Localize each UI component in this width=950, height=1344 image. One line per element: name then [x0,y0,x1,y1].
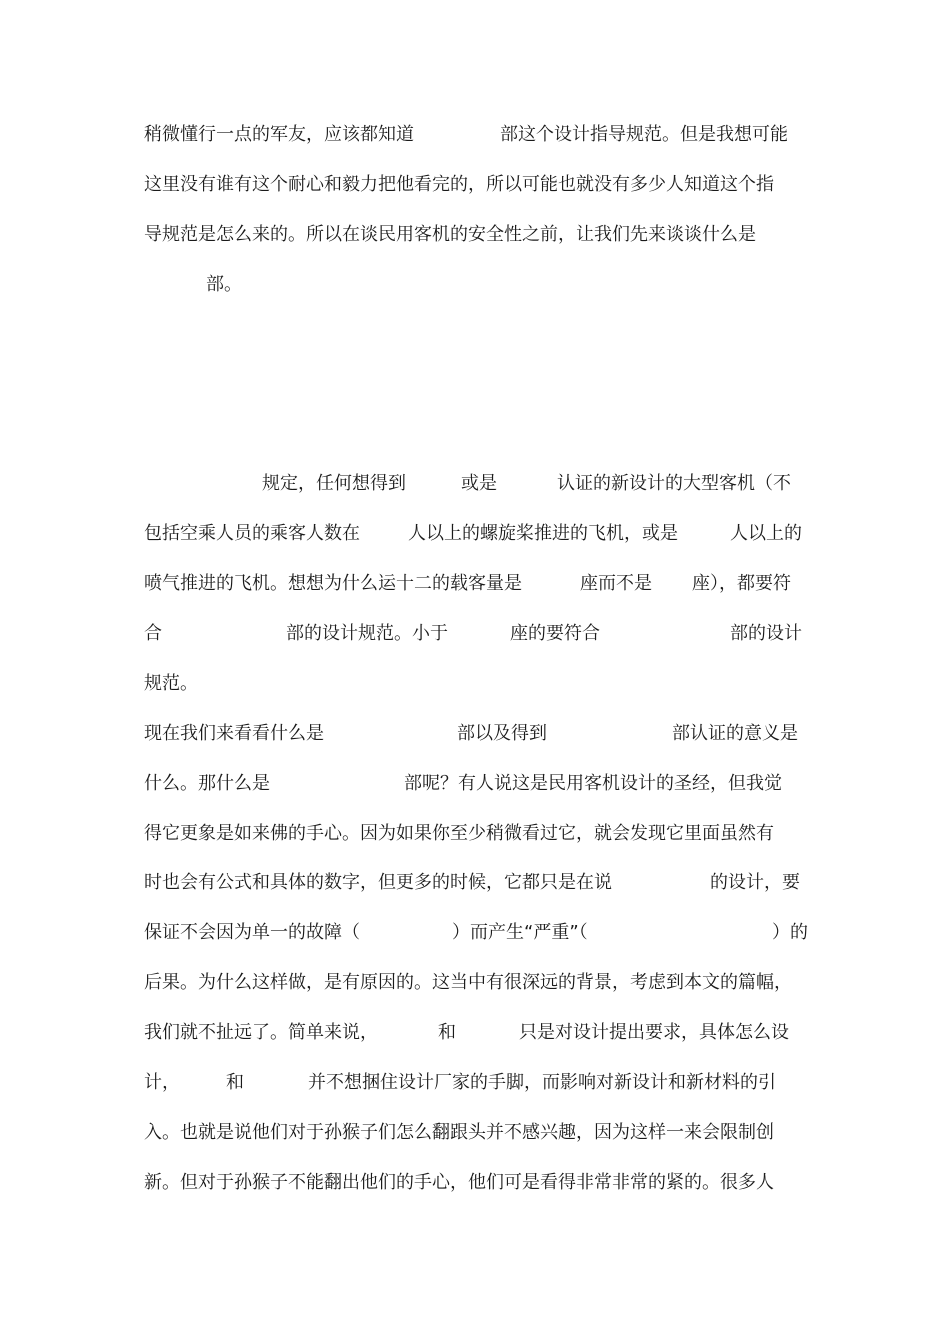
text-segment: 包括空乘人员的乘客人数在 [144,523,360,544]
text-segment: 部的设计规范。小于 [286,623,448,644]
text-segment: 部。 [206,274,242,295]
text-line [0,1116,950,1150]
text-segment: 什么。那什么是 [144,773,270,794]
text-segment: 导规范是怎么来的。所以在谈民用客机的安全性之前，让我们先来谈谈什么是 [144,224,756,245]
text-line [0,467,950,501]
text-segment: 保证不会因为单一的故障（ [144,922,360,943]
text-segment: 得它更象是如来佛的手心。因为如果你至少稍微看过它，就会发现它里面虽然有 [144,823,774,844]
text-segment: 和 [438,1022,456,1043]
text-segment: 部呢？有人说这是民用客机设计的圣经，但我觉 [404,773,782,794]
text-segment: 计， [144,1072,180,1093]
text-segment: 部的设计 [730,623,802,644]
text-line [0,218,950,252]
text-line [0,966,950,1000]
text-segment: 稍微懂行一点的军友，应该都知道 [144,124,414,145]
text-line [0,667,950,701]
text-line [0,1066,950,1100]
text-line [0,1016,950,1050]
text-segment: 并不想捆住设计厂家的手脚，而影响对新设计和新材料的引 [308,1072,776,1093]
text-line [0,617,950,651]
text-segment: 时也会有公式和具体的数字，但更多的时候，它都只是在说 [144,872,612,893]
text-line [0,567,950,601]
text-segment: 新。但对于孙猴子不能翻出他们的手心，他们可是看得非常非常的紧的。很多人 [144,1172,774,1193]
text-segment: 人以上的螺旋桨推进的飞机，或是 [408,523,678,544]
text-segment: 座而不是 [580,573,652,594]
text-segment: 人以上的 [730,523,802,544]
text-line [0,118,950,152]
text-line [0,268,950,302]
text-segment: 规范。 [144,673,198,694]
text-line [0,916,950,950]
text-line [0,866,950,900]
text-segment: ）的 [772,922,808,943]
text-segment: 喷气推进的飞机。想想为什么运十二的载客量是 [144,573,522,594]
text-line [0,817,950,851]
text-segment: 入。也就是说他们对于孙猴子们怎么翻跟头并不感兴趣，因为这样一来会限制创 [144,1122,774,1143]
text-segment: 现在我们来看看什么是 [144,723,324,744]
text-line [0,767,950,801]
text-segment: 我们就不扯远了。简单来说， [144,1022,378,1043]
text-segment: 规定，任何想得到 [262,473,406,494]
text-segment: 部以及得到 [457,723,547,744]
text-segment: 部这个设计指导规范。但是我想可能 [500,124,788,145]
text-line [0,168,950,202]
text-segment: 认证的新设计的大型客机（不 [557,473,791,494]
text-segment: 只是对设计提出要求，具体怎么设 [519,1022,789,1043]
text-segment: 合 [144,623,162,644]
text-segment: 这里没有谁有这个耐心和毅力把他看完的，所以可能也就没有多少人知道这个指 [144,174,774,195]
text-line [0,717,950,751]
text-segment: ）而产生“严重”（ [452,922,588,943]
text-segment: 或是 [461,473,497,494]
text-segment: 部认证的意义是 [672,723,798,744]
text-line [0,517,950,551]
text-segment: 后果。为什么这样做，是有原因的。这当中有很深远的背景，考虑到本文的篇幅， [144,972,792,993]
text-segment: 的设计，要 [710,872,800,893]
text-segment: 座的要符合 [510,623,600,644]
text-line [0,1166,950,1200]
text-segment: 座），都要符 [692,573,791,594]
text-segment: 和 [226,1072,244,1093]
